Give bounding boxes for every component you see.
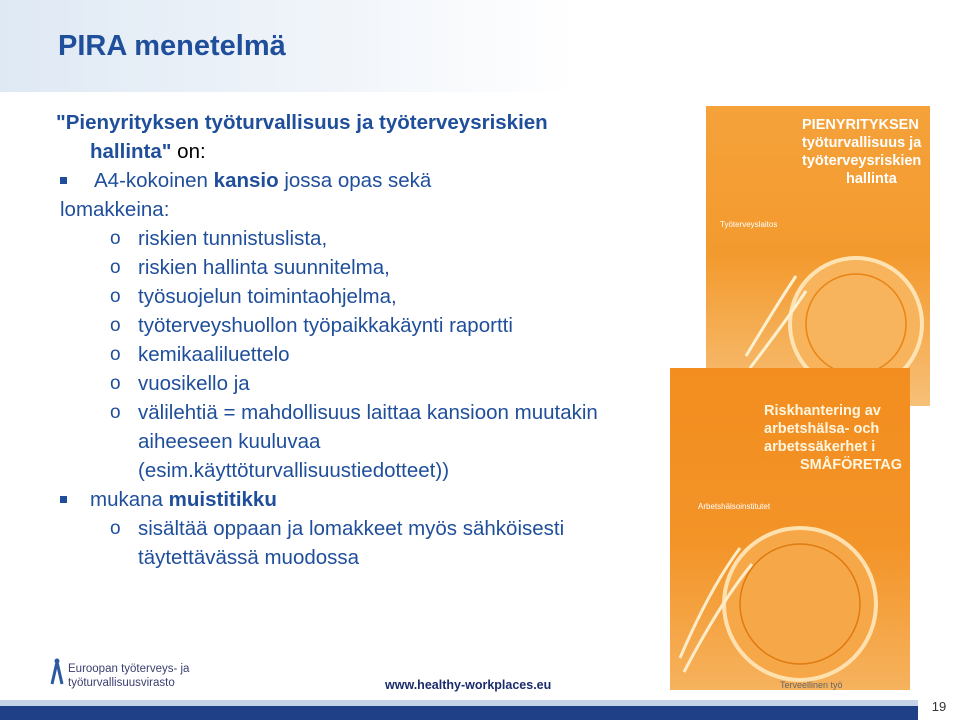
circle-bullet-icon: o — [110, 286, 121, 307]
sub-item: o vuosikello ja — [56, 369, 716, 398]
book-cover-swedish — [670, 368, 910, 690]
circle-bullet-icon: o — [110, 315, 121, 336]
sub-item: o välilehtiä = mahdollisuus laittaa kansioon muutakin — [56, 398, 716, 427]
bullet-kansio-cont: lomakkeina: — [60, 198, 170, 221]
book2-publisher: Arbetshälsoinstitutet — [698, 502, 771, 511]
book2-title: Riskhantering av arbetshälsa- och arbetssäkerhet i SMÅFÖRETAG — [764, 403, 903, 473]
slide-body — [56, 108, 716, 572]
circle-bullet-icon: o — [110, 257, 121, 278]
footer-bar — [0, 706, 960, 720]
sub-item: o riskien tunnistuslista, — [56, 224, 716, 253]
sub-item: o sisältää oppaan ja lomakkeet myös sähköisesti — [56, 514, 716, 543]
book-cover-finnish — [706, 106, 930, 406]
bullet-muistitikku: mukana muistitikku — [56, 485, 716, 514]
sub-item-cont: täytettävässä muodossa — [138, 546, 360, 569]
square-bullet-icon — [60, 496, 67, 503]
agency-name: Euroopan työterveys- ja työturvallisuusvirasto — [68, 663, 190, 689]
sub-item: o työsuojelun toimintaohjelma, — [56, 282, 716, 311]
circle-bullet-icon: o — [110, 228, 121, 249]
page-title: PIRA menetelmä — [58, 30, 286, 62]
book1-publisher: Työterveyslaitos — [720, 220, 778, 229]
footer-tagline: Terveellinen työ — [780, 680, 843, 690]
sub-item-cont: (esim.käyttöturvallisuustiedotteet)) — [138, 459, 450, 482]
circle-bullet-icon: o — [110, 402, 121, 423]
square-bullet-icon — [60, 177, 67, 184]
sub-item-cont: aiheeseen kuuluvaa — [138, 430, 321, 453]
bullet-kansio: A4-kokoinen kansio jossa opas sekä — [56, 166, 716, 195]
circle-bullet-icon: o — [110, 344, 121, 365]
sub-item: o työterveyshuollon työpaikkakäynti raportti — [56, 311, 716, 340]
intro-line-1: "Pienyrityksen työturvallisuus ja työterveysriskien — [56, 111, 548, 134]
book1-title: PIENYRITYKSEN työturvallisuus ja työterveysriskien hallinta — [802, 117, 922, 187]
page-number: 19 — [918, 694, 960, 720]
clock-illustration — [670, 368, 910, 690]
clock-illustration — [706, 106, 930, 406]
sub-item: o kemikaaliluettelo — [56, 340, 716, 369]
agency-emblem-icon — [48, 658, 66, 686]
circle-bullet-icon: o — [110, 373, 121, 394]
footer-url[interactable]: www.healthy-workplaces.eu — [385, 678, 552, 692]
sub-item: o riskien hallinta suunnitelma, — [56, 253, 716, 282]
intro-line-2: hallinta" on: — [90, 140, 206, 163]
circle-bullet-icon: o — [110, 518, 121, 539]
